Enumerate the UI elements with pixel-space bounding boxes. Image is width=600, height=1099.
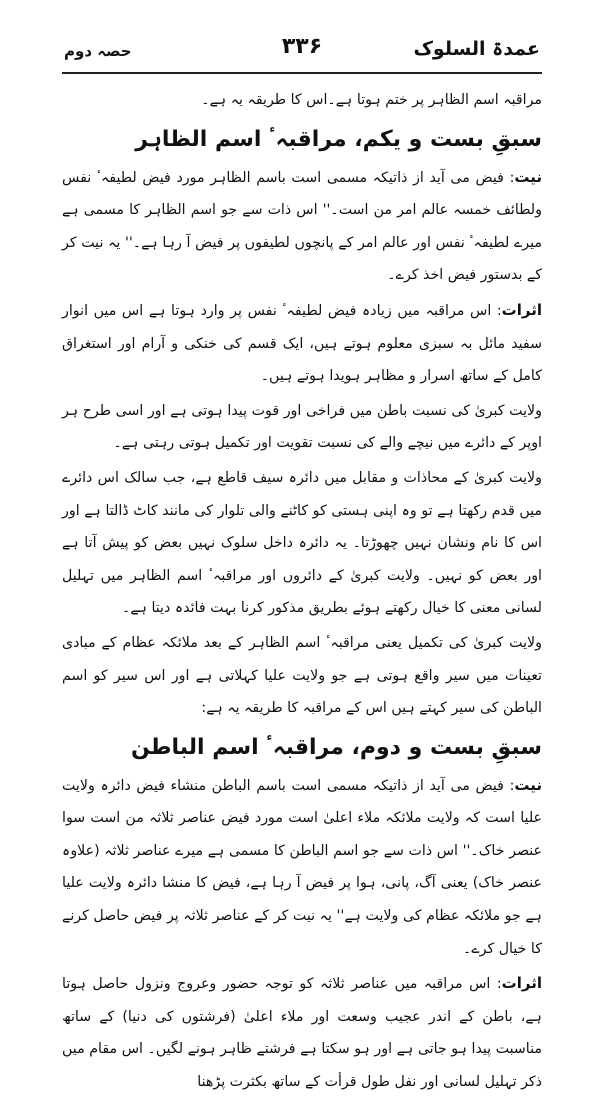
paragraph: ولایت کبریٰ کی نسبت باطن میں فراخی اور قوت پیدا ہوتی ہے اور اسی طرح ہر اوپر کے دائرے میں نیچے والے کی نسبت تقویت اور تکمیل ہوتی رہتی ہے۔ [62, 402, 542, 452]
paragraph-lead: نیت [514, 775, 542, 794]
page-header [62, 28, 542, 74]
lesson-heading: سبقِ بست و یکم، مراقبہٴ اسم الظاہر [135, 126, 542, 152]
page-body [62, 84, 542, 1091]
paragraph-lead: اثرات [501, 300, 542, 319]
paragraph-lead: نیت [514, 167, 542, 186]
paragraph-text: : اس مراقبہ میں عناصر ثلاثہ کو توجہ حضور وعروج ونزول حاصل ہوتا ہے، باطن کے اندر عجیب وسعت اور ملاء اعلیٰ (فرشتوں کی دنیا) کے ساتھ مناسبت پیدا ہو جاتی ہے اور ہو سکتا ہے فرشتے ظاہر ہونے لگیں۔ اس مقام میں ذکر تہلیل لسانی اور نفل طول قرأت کے ساتھ بکثرت پڑھنا [62, 976, 542, 1091]
paragraph-text: : اس مراقبہ میں زیادہ فیض لطیفہٴ نفس پر وارد ہوتا ہے اس میں انوار سفید مائل بہ سبزی معلوم ہوتے ہیں، ایک قسم کی خنکی و آرام اور استغراق کامل کے ساتھ اسرار و مظاہر ہویدا ہوتے ہیں۔ [62, 302, 542, 385]
paragraph: مراقبہ اسم الظاہر پر ختم ہوتا ہے۔اس کا طریقہ یہ ہے۔ [201, 92, 542, 108]
paragraph: ولایت کبریٰ کی تکمیل یعنی مراقبہٴ اسم الظاہر کے بعد ملائکہ عظام کے مبادی تعینات میں سیر واقع ہوتی ہے جو ولایت علیا کہلاتی ہے اور اس سیر کو اسم الباطن کی سیر کہتے ہیں اس کے مراقبہ کا طریقہ یہ ہے: [62, 634, 542, 717]
page-number: ۳۳۶ [281, 34, 323, 59]
paragraph-text: : فیض می آید از ذاتیکہ مسمی است باسم الظاہر مورد فیض لطیفہٴ نفس ولطائف خمسہ عالم امر من است۔'' اس ذات سے جو اسم الظاہر کا مسمی ہے میرے لطیفہٴ نفس اور عالم امر کے پانچوں لطیفوں پر فیض آ رہا ہے۔'' یہ نیت کر کے بدستور فیض اخذ کرے۔ [62, 169, 542, 284]
paragraph-text: : فیض می آید از ذاتیکہ مسمی است باسم الباطن منشاء فیض دائرہ ولایت علیا است کہ ولایت ملائکہ ملاء اعلیٰ است مورد فیض عناصر ثلاثہ من است سوا عنصر خاک۔'' اس ذات سے جو اسم الباطن کا مسمی ہے میرے عناصر ثلاثہ (علاوہ عنصر خاک) یعنی آگ، پانی، ہوا پر فیض آ رہا ہے، فیض کا منشا دائرہ ولایت علیا ہے جو ملائکہ عظام کی ولایت ہے'' یہ نیت کر کے عناصر ثلاثہ پر فیض حاصل کرنے کا خیال کرے۔ [62, 777, 542, 957]
paragraph [62, 294, 542, 393]
paragraph [62, 161, 542, 292]
lesson-heading: سبقِ بست و دوم، مراقبہٴ اسم الباطن [131, 734, 542, 760]
paragraph: ولایت کبریٰ کے محاذات و مقابل میں دائرہ سیف قاطع ہے، جب سالک اس دائرے میں قدم رکھتا ہے تو وہ اپنی ہستی کو کاٹنے والی تلوار کی مانند کاٹ ڈالتا ہے اور اس کا نام ونشان نہیں چھوڑتا۔ یہ دائرہ داخل سلوک نہیں بعض کو پیش آتا ہے اور بعض کو نہیں۔ ولایت کبریٰ کے دائروں اور مراقبہٴ اسم الظاہر میں تہلیل لسانی معنی کا خیال رکھتے ہوئے بطریق مذکور کرنا بہت فائدہ دیتا ہے۔ [62, 469, 542, 617]
book-title: عمدۃ السلوک [413, 38, 540, 60]
paragraph [62, 769, 542, 966]
paragraph [62, 967, 542, 1098]
section-label: حصہ دوم [64, 42, 132, 60]
paragraph-lead: اثرات [501, 974, 542, 993]
